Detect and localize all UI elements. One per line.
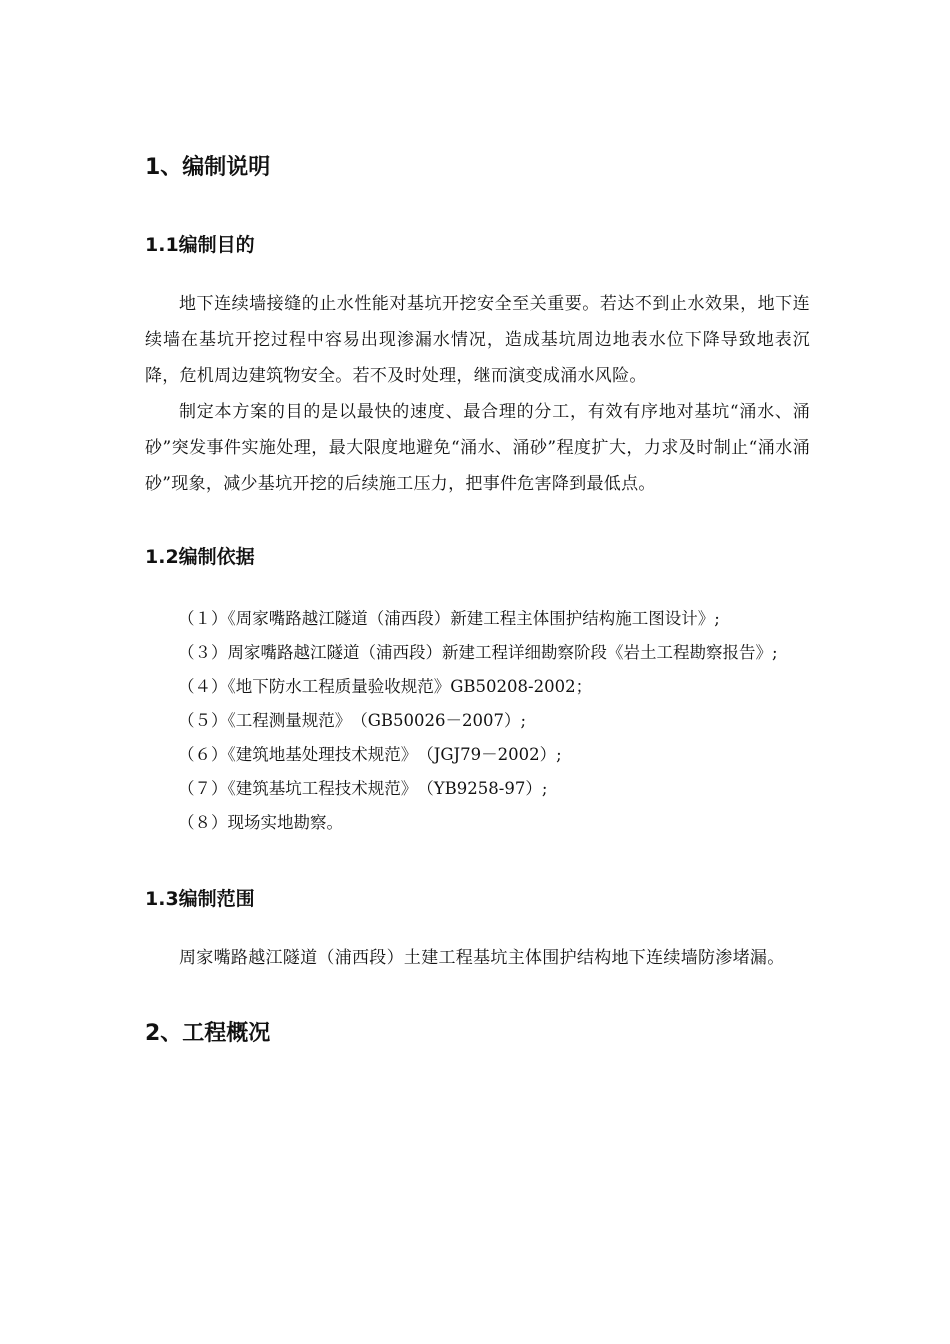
reference-item: （７）《建筑基坑工程技术规范》 （YB9258-97）; bbox=[178, 779, 548, 798]
reference-list bbox=[145, 602, 810, 840]
reference-item: （５）《工程测量规范》 （GB50026－2007）; bbox=[178, 711, 527, 730]
purpose-paragraph-1: 地下连续墙接缝的止水性能对基坑开挖安全至关重要。若达不到止水效果，地下连续墙在基坑开挖过程中容易出现渗漏水情况，造成基坑周边地表水位下降导致地表沉降，危机周边建筑物安全。若不及时处理，继而演变成涌水风险。 bbox=[145, 294, 810, 386]
reference-item: （８）现场实地勘察。 bbox=[178, 813, 343, 832]
reference-item: （４）《地下防水工程质量验收规范》GB50208-2002； bbox=[178, 677, 593, 696]
scope-paragraph: 周家嘴路越江隧道（浦西段）土建工程基坑主体围护结构地下连续墙防渗堵漏。 bbox=[179, 948, 785, 968]
purpose-paragraph-2: 制定本方案的目的是以最快的速度、最合理的分工，有效有序地对基坑“涌水、涌砂”突发事件实施处理，最大限度地避免“涌水、涌砂”程度扩大，力求及时制止“涌水涌砂”现象，减少基坑开挖的后续施工压力，把事件危害降到最低点。 bbox=[145, 402, 810, 494]
section-1-2-heading: 1.2编制依据 bbox=[145, 546, 255, 568]
document-body bbox=[145, 150, 810, 1052]
section-1-heading: 1、编制说明 bbox=[145, 155, 271, 180]
reference-item: （１）《周家嘴路越江隧道（浦西段）新建工程主体围护结构施工图设计》; bbox=[178, 609, 720, 628]
section-1-1-heading: 1.1编制目的 bbox=[145, 234, 255, 256]
section-2-heading: 2、工程概况 bbox=[145, 1021, 271, 1046]
reference-item: （３）周家嘴路越江隧道（浦西段）新建工程详细勘察阶段《岩土工程勘察报告》; bbox=[178, 643, 778, 662]
section-1-3-heading: 1.3编制范围 bbox=[145, 888, 255, 910]
reference-item: （６）《建筑地基处理技术规范》 （JGJ79－2002）; bbox=[178, 745, 562, 764]
